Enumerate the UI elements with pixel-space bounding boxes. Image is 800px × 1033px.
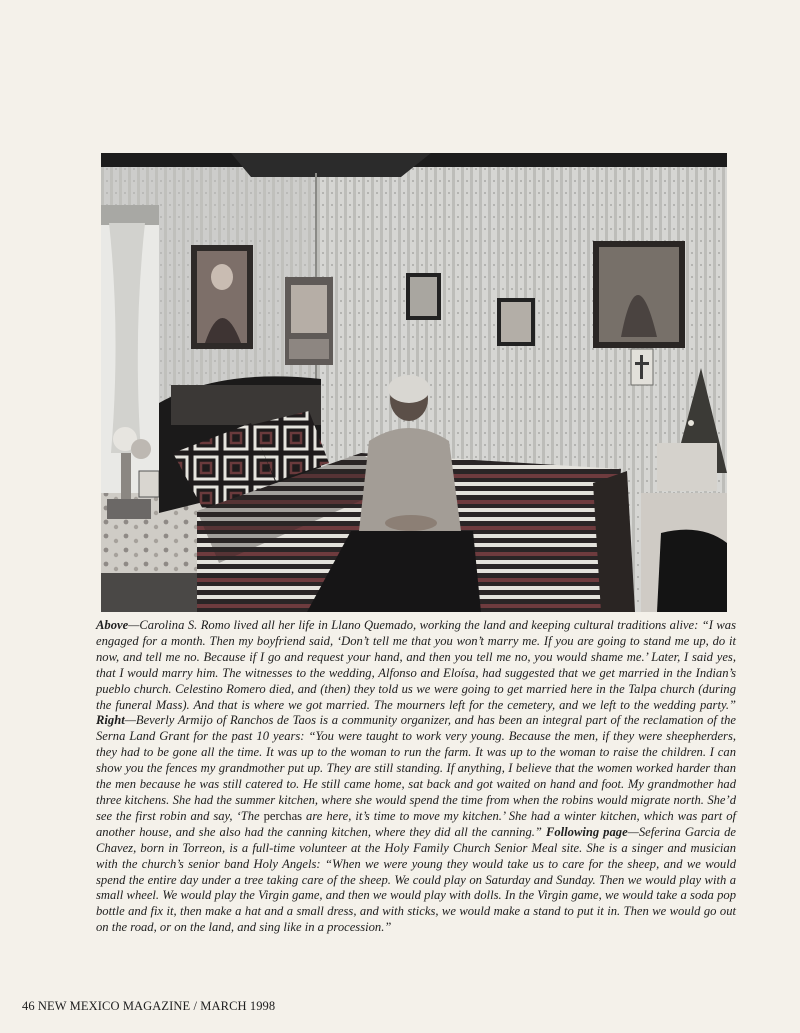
cross [631, 349, 653, 385]
caption-label-following-page: Following page [545, 824, 628, 839]
caption-text-right-cont: are here, it’s time to move my kitchen.’ She had a winter kitchen, which was part of another house, and she also had the canning kitchen, where they did all the canning.” [96, 808, 737, 839]
portrait-photo [101, 153, 727, 612]
caption-text-following-page: —Seferina Garcia de Chavez, born in Torreon, is a full-time volunteer at the Holy Family Church Senior Meal site. She is a singer and musician with the church’s senior band Holy Angels: “When we were young they would take us to care for the sheep, and we would spend the entire day under a tree taking care of the sheep. We could play on Saturday and Sunday. Then we would play with a small wheel. We would play the Virgin game, and then we would play with dolls. In the Virgin game, we would take a soda pop bottle and fix it, then make a hat and a small dress, and with sticks, we would make a stand to put it in. Then we would go out on the road, or on the land, and sing like in a procession.” [96, 824, 736, 935]
religious-painting [191, 245, 253, 349]
page-footer: 46 NEW MEXICO MAGAZINE / MARCH 1998 [22, 999, 276, 1013]
framed-picture [497, 298, 535, 346]
caption-term: perchas [263, 808, 303, 823]
caption-text-right: —Beverly Armijo of Ranchos de Taos is a community organizer, and has been an integral part of the reclamation of the Serna Land Grant for the past 10 years: “You were taught to work very young. Because the men, if they were sheepherders, they had to be gone all the time. It was up to the woman to run the farm. It was up to the woman to raise the children. I can show you the fences my grandmother put up. They are still standing. If anything, I believe that the women worked harder than the men because he was still catered to. He still came home, sat back and got waited on hand and foot. My grandmother had three kitchens. She had the summer kitchen, where she would spend the time from when the robins would migrate north. She’d see the first robin and say, ‘The [96, 713, 736, 823]
framed-picture [406, 273, 441, 320]
photo-caption [96, 618, 736, 936]
framed-picture [285, 277, 333, 365]
caption-label-right: Right [96, 713, 125, 728]
caption-text-above: —Carolina S. Romo lived all her life in Llano Quemado, working the land and keeping cultural traditions alive: “I was engaged for a month. Then my boyfriend said, ‘Don’t tell me that you won’t marry me. If you are going to stand me up, do it now, and tell me no. Because if I go and request your hand, and then you tell me no, you would shame me.’ Later, I said yes, that I would marry him. The witnesses to the wedding, Alfonso and Eloísa, had suggested that we get married in the Indian’s pueblo church. Celestino Romero died, and (then) they told us we were going to get married here in the Talpa church (during the funeral Mass). And that is where we got married. The mourners left for the cemetery, and we left to the wedding party.” [96, 618, 736, 712]
religious-painting [593, 241, 685, 348]
caption-label-above: Above [96, 618, 129, 632]
